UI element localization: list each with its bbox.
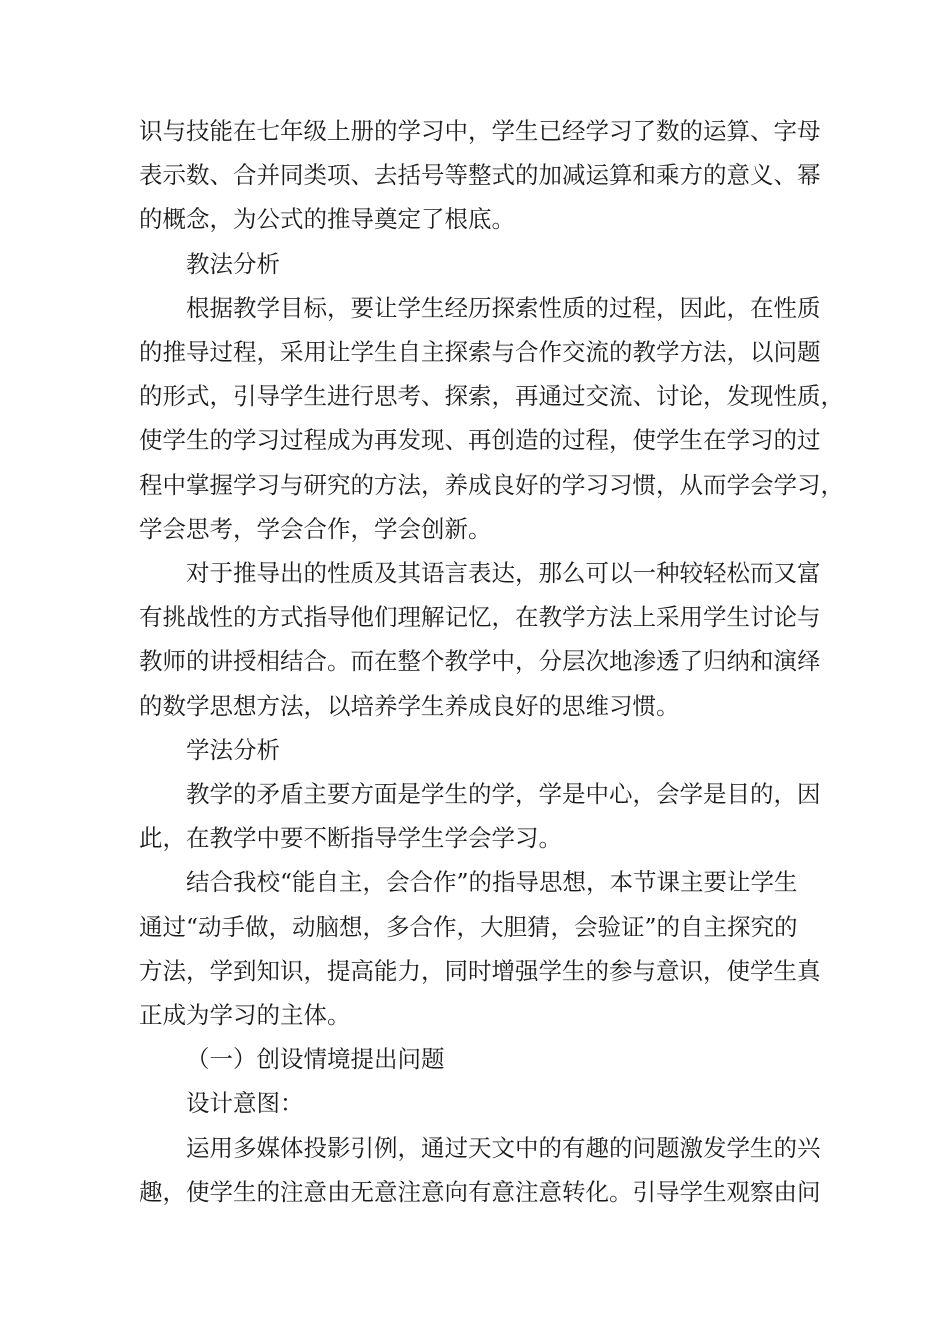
text-line: 识与技能在七年级上册的学习中，学生已经学习了数的运算、字母 — [139, 117, 821, 145]
section-heading-learning-method — [139, 728, 830, 772]
text-line: 对于推导出的性质及其语言表达，那么可以一种较轻松而又富 — [186, 559, 821, 588]
text-line: 教师的讲授相结合。而在整个教学中，分层次地渗透了归纳和演绎 — [139, 647, 821, 676]
text-line: 学会思考，学会合作，学会创新。 — [139, 514, 492, 543]
text-line: 的概念，为公式的推导奠定了根底。 — [139, 205, 515, 234]
text-line: 趣，使学生的注意由无意注意向有意注意转化。引导学生观察由问 — [139, 1177, 821, 1206]
text-line: 根据教学目标，要让学生经历探索性质的过程，因此，在性质 — [186, 293, 821, 322]
text-line: 程中掌握学习与研究的方法，养成良好的学习习惯，从而学会学习， — [139, 470, 844, 499]
text-line: 设计意图： — [186, 1089, 304, 1118]
text-line: 正成为学习的主体。 — [139, 1001, 351, 1030]
text-line: 方法，学到知识，提高能力，同时增强学生的参与意识，使学生真 — [139, 956, 821, 985]
section-heading-design-intent — [139, 1081, 830, 1125]
para-2 — [139, 286, 844, 551]
para-9 — [139, 1126, 830, 1214]
section-heading-scenario — [139, 1037, 830, 1081]
text-line: 通过“动手做，动脑想，多合作，大胆猜，会验证”的自主探究的 — [139, 912, 798, 941]
text-line: 教法分析 — [186, 249, 280, 278]
text-line: 有挑战性的方式指导他们理解记忆，在教学方法上采用学生讨论与 — [139, 603, 821, 632]
text-line: 表示数、合并同类项、去括号等整式的加减运算和乘方的意义、幂 — [139, 161, 821, 190]
para-0 — [139, 109, 830, 242]
text-line: 结合我校“能自主，会合作”的指导思想，本节课主要让学生 — [186, 868, 798, 897]
text-line: 的数学思想方法，以培养学生养成良好的思维习惯。 — [139, 691, 680, 720]
text-line: 运用多媒体投影引例，通过天文中的有趣的问题激发学生的兴 — [186, 1133, 821, 1162]
para-3 — [139, 551, 830, 728]
para-5 — [139, 772, 830, 860]
para-6 — [139, 860, 830, 1037]
text-line: 的形式，引导学生进行思考、探索，再通过交流、讨论，发现性质， — [139, 382, 844, 411]
text-line: 使学生的学习过程成为再发现、再创造的过程，使学生在学习的过 — [139, 426, 821, 455]
text-line: 学法分析 — [186, 735, 280, 764]
text-line: （一）创设情境提出问题 — [186, 1045, 445, 1074]
text-line: 的推导过程，采用让学生自主探索与合作交流的教学方法，以问题 — [139, 338, 821, 367]
text-line: 教学的矛盾主要方面是学生的学，学是中心，会学是目的，因 — [186, 780, 821, 809]
section-heading-teaching-method — [139, 242, 830, 286]
text-line: 此，在教学中要不断指导学生学会学习。 — [139, 824, 562, 853]
